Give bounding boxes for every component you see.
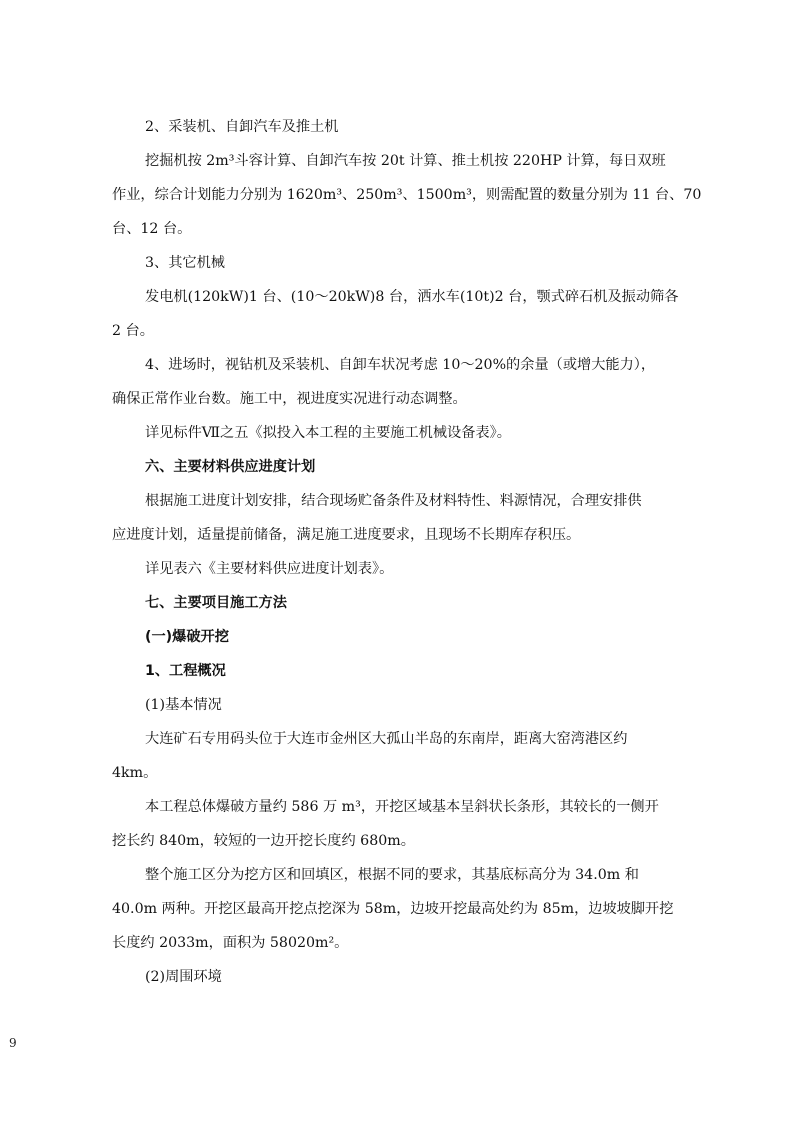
item-heading-basic-info: (1)基本情况 <box>145 697 222 713</box>
subsection-heading-project-overview: 1、工程概况 <box>145 663 226 679</box>
paragraph-line: 4km。 <box>112 765 158 781</box>
subsection-heading-blasting: (一)爆破开挖 <box>145 629 229 645</box>
section-heading-material-supply: 六、主要材料供应进度计划 <box>145 459 316 475</box>
paragraph-line: 长度约 2033m，面积为 58020m²。 <box>112 935 349 951</box>
paragraph-line: 整个施工区分为挖方区和回填区，根据不同的要求，其基底标高分为 34.0m 和 <box>145 867 639 883</box>
paragraph-line: 确保正常作业台数。施工中，视进度实况进行动态调整。 <box>112 391 467 407</box>
paragraph-line: 40.0m 两种。开挖区最高开挖点挖深为 58m，边坡开挖最高处约为 85m，边坡坡脚开挖 <box>112 901 674 917</box>
paragraph-line: 挖长约 840m，较短的一边开挖长度约 680m。 <box>112 833 415 849</box>
paragraph-line: 发电机(120kW)1 台、(10～20kW)8 台，洒水车(10t)2 台，颚式碎石机及振动筛各 <box>145 289 679 305</box>
paragraph-line: 应进度计划，适量提前储备，满足施工进度要求，且现场不长期库存积压。 <box>112 527 581 543</box>
paragraph-line: 台、12 台。 <box>112 221 192 237</box>
paragraph-line: 详见表六《主要材料供应进度计划表》。 <box>145 561 394 577</box>
paragraph-line: 大连矿石专用码头位于大连市金州区大孤山半岛的东南岸，距离大窑湾港区约 <box>145 731 628 747</box>
paragraph-line: 2 台。 <box>112 323 154 339</box>
paragraph-line: 作业，综合计划能力分别为 1620m³、250m³、1500m³，则需配置的数量分别为 11 台、70 <box>112 187 702 203</box>
paragraph-line: 本工程总体爆破方量约 586 万 m³，开挖区域基本呈斜状长条形，其较长的一侧开 <box>145 799 659 815</box>
paragraph-line: 根据施工进度计划安排，结合现场贮备条件及材料特性、料源情况，合理安排供 <box>145 493 642 509</box>
paragraph-line: 挖掘机按 2m³斗容计算、自卸汽车按 20t 计算、推土机按 220HP 计算，每日双班 <box>145 153 666 169</box>
page-number: 9 <box>9 1036 17 1050</box>
item-heading-surroundings: (2)周围环境 <box>145 969 222 985</box>
section-heading-construction-methods: 七、主要项目施工方法 <box>145 595 287 611</box>
paragraph-line: 详见标件Ⅶ之五《拟投入本工程的主要施工机械设备表》。 <box>145 425 511 441</box>
heading-excavators-trucks-bulldozers: 2、采装机、自卸汽车及推土机 <box>145 119 339 135</box>
heading-other-machinery: 3、其它机械 <box>145 255 225 271</box>
paragraph-line: 4、进场时，视钻机及采装机、自卸车状况考虑 10～20%的余量（或增大能力）， <box>145 357 656 373</box>
